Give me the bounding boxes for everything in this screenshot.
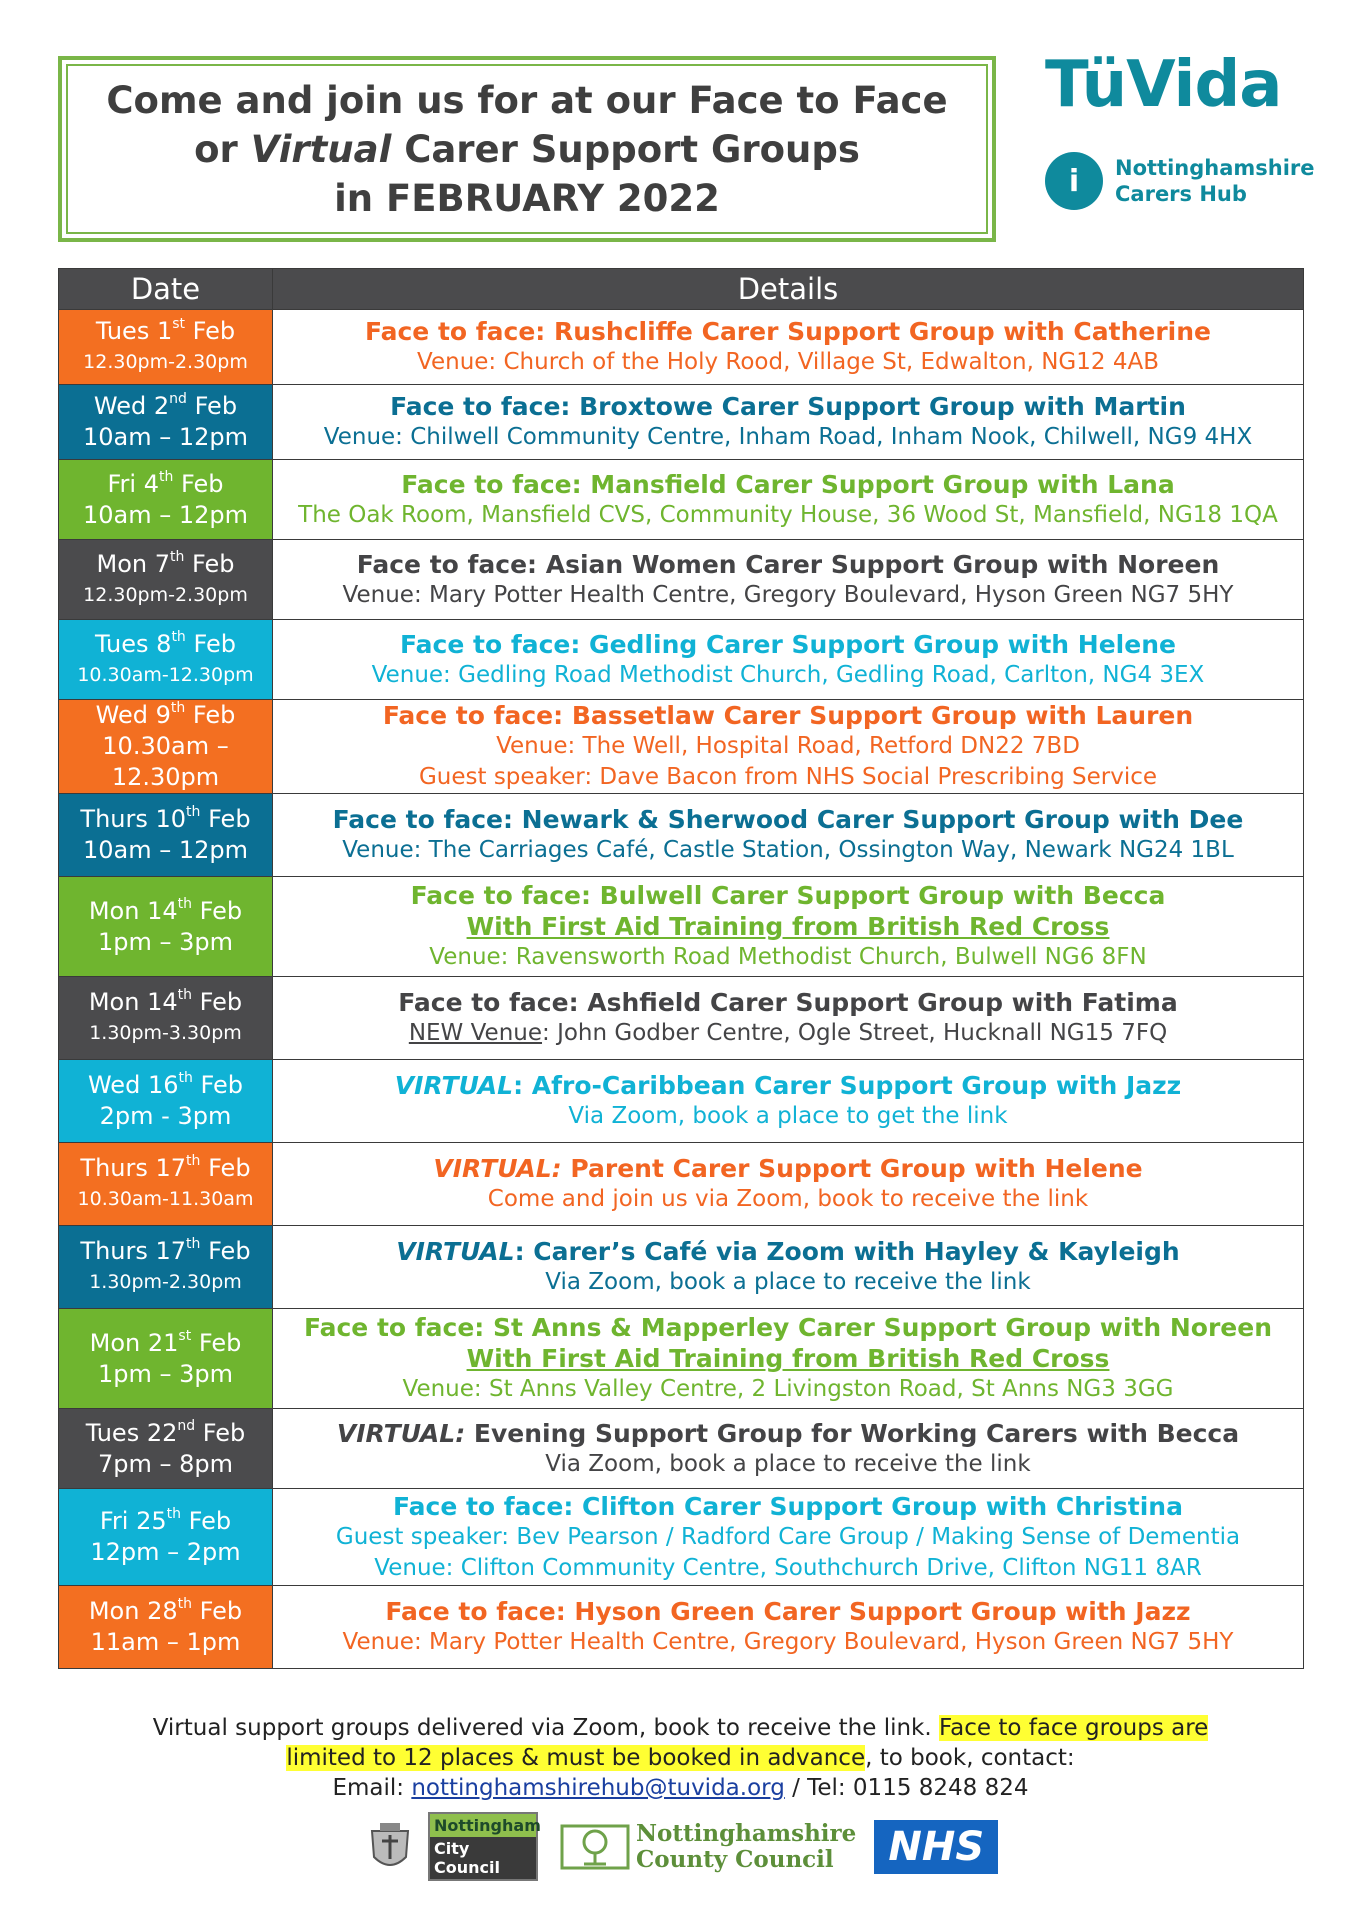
- event-subtitle: With First Aid Training from British Red Cross: [466, 912, 1110, 941]
- table-row: [59, 1489, 1304, 1586]
- carers-hub-icon: i: [1045, 152, 1103, 210]
- event-date: [59, 977, 273, 1060]
- event-day: Mon 7th Feb: [96, 548, 235, 578]
- event-detail-line: Venue: Clifton Community Centre, Southchurch Drive, Clifton NG11 8AR: [374, 1554, 1202, 1581]
- event-date: [59, 1489, 273, 1586]
- event-day: Wed 9th Feb: [95, 700, 236, 729]
- virtual-label: VIRTUAL:: [433, 1154, 562, 1183]
- virtual-label: VIRTUAL: [394, 1071, 514, 1100]
- event-date: [59, 385, 273, 460]
- partner-logos: [360, 1812, 998, 1881]
- title-line-2-italic: Virtual: [250, 127, 392, 171]
- event-title: Face to face: Bulwell Carer Support Group with Becca: [410, 881, 1166, 910]
- event-day: Wed 16th Feb: [87, 1070, 243, 1099]
- event-detail-line: Venue: Chilwell Community Centre, Inham Road, Inham Nook, Chilwell, NG9 4HX: [323, 424, 1253, 450]
- table-row: [59, 977, 1304, 1060]
- event-day: Thurs 17th Feb: [80, 1236, 251, 1265]
- event-detail-line: Guest speaker: Bev Pearson / Radford Care Group / Making Sense of Dementia: [335, 1523, 1241, 1550]
- events-table: [58, 268, 1304, 1669]
- event-details: [273, 1489, 1304, 1586]
- event-day: Tues 8th Feb: [95, 628, 236, 658]
- event-details: [273, 1226, 1304, 1309]
- event-time: 10.30am –: [102, 732, 229, 760]
- event-details: [273, 877, 1304, 977]
- footer-note: [58, 1713, 1303, 1803]
- event-detail-line: Venue: The Well, Hospital Road, Retford DN22 7BD: [496, 733, 1080, 759]
- table-row: [59, 310, 1304, 385]
- event-details: [273, 1409, 1304, 1489]
- nhs-logo: NHS: [874, 1820, 998, 1874]
- event-title: Face to face: Mansfield Carer Support Group with Lana: [401, 469, 1175, 499]
- table-row: [59, 385, 1304, 460]
- event-date: [59, 1409, 273, 1489]
- table-row: [59, 1143, 1304, 1226]
- column-header-details: Details: [273, 269, 1304, 310]
- event-time: 12.30pm-2.30pm: [83, 583, 248, 606]
- event-venue: NEW Venue: John Godber Centre, Ogle Street, Hucknall NG15 7FQ: [408, 1020, 1168, 1046]
- event-time: 1pm – 3pm: [97, 927, 234, 956]
- event-details: [273, 1586, 1304, 1669]
- event-title: VIRTUAL: Evening Support Group for Working Carers with Becca: [336, 1418, 1240, 1448]
- virtual-label: VIRTUAL:: [336, 1418, 466, 1448]
- event-detail-line: Venue: St Anns Valley Centre, 2 Livingston Road, St Anns NG3 3GG: [402, 1376, 1174, 1402]
- table-row: [59, 1060, 1304, 1143]
- carers-hub-logo: [1045, 152, 1315, 210]
- table-row: [59, 1309, 1304, 1409]
- event-time-2: 12.30pm: [111, 763, 220, 791]
- table-row: [59, 460, 1304, 540]
- table-row: [59, 877, 1304, 977]
- event-date: [59, 1226, 273, 1309]
- event-date: [59, 1309, 273, 1409]
- event-time: 10.30am-11.30am: [77, 1188, 254, 1210]
- table-row: [59, 794, 1304, 877]
- title-line-2-pre: or: [194, 127, 238, 171]
- event-details: [273, 794, 1304, 877]
- event-title: VIRTUAL: Parent Carer Support Group with Helene: [433, 1154, 1143, 1183]
- table-row: [59, 700, 1304, 794]
- table-header-row: [59, 269, 1304, 310]
- footer-text-2: , to book, contact:: [865, 1745, 1075, 1771]
- event-detail-line: Via Zoom, book a place to receive the link: [545, 1450, 1031, 1477]
- event-date: [59, 794, 273, 877]
- event-day: Mon 14th Feb: [88, 987, 243, 1016]
- event-title: VIRTUAL: Carer’s Café via Zoom with Hayley & Kayleigh: [396, 1237, 1180, 1266]
- column-header-date: Date: [59, 269, 273, 310]
- event-details: [273, 385, 1304, 460]
- county-logo-line-2: County Council: [636, 1845, 834, 1873]
- event-day: Mon 14th Feb: [88, 895, 243, 925]
- event-title: VIRTUAL: Afro-Caribbean Carer Support Group with Jazz: [394, 1071, 1182, 1100]
- event-day: Wed 2nd Feb: [93, 391, 238, 420]
- event-detail-line: Guest speaker: Dave Bacon from NHS Social Prescribing Service: [418, 764, 1158, 790]
- event-day: Mon 28th Feb: [88, 1596, 243, 1625]
- event-time: 10.30am-12.30pm: [77, 663, 254, 686]
- table-row: [59, 1226, 1304, 1309]
- event-title: Face to face: Rushcliffe Carer Support Group with Catherine: [364, 317, 1211, 346]
- table-row: [59, 540, 1304, 620]
- event-time: 2pm - 3pm: [99, 1102, 232, 1130]
- event-time: 12.30pm-2.30pm: [83, 351, 248, 373]
- nottingham-city-council-logo: [428, 1812, 541, 1881]
- event-time: 1pm – 3pm: [97, 1359, 234, 1388]
- event-details: [273, 540, 1304, 620]
- event-time: 10am – 12pm: [82, 423, 249, 451]
- event-details: [273, 620, 1304, 700]
- event-detail-line: Venue: Mary Potter Health Centre, Gregory Boulevard, Hyson Green NG7 5HY: [342, 581, 1234, 608]
- events-body: [59, 310, 1304, 1669]
- title-line-2-post: Carer Support Groups: [404, 127, 860, 171]
- event-detail-line: Venue: The Carriages Café, Castle Station, Ossington Way, Newark NG24 1BL: [342, 837, 1234, 863]
- event-title: Face to face: Newark & Sherwood Carer Support Group with Dee: [332, 805, 1244, 834]
- table-row: [59, 620, 1304, 700]
- event-time: 10am – 12pm: [82, 836, 249, 864]
- event-day: Fri 4th Feb: [107, 468, 224, 498]
- event-time: 7pm – 8pm: [97, 1449, 234, 1478]
- event-details: [273, 977, 1304, 1060]
- nottinghamshire-county-council-logo: [560, 1821, 856, 1873]
- event-title: Face to face: Bassetlaw Carer Support Group with Lauren: [382, 701, 1194, 730]
- table-row: [59, 1409, 1304, 1489]
- footer-highlight-1: Face to face groups are: [939, 1715, 1209, 1741]
- event-detail-line: Venue: Gedling Road Methodist Church, Gedling Road, Carlton, NG4 3EX: [371, 661, 1205, 688]
- event-title: Face to face: Broxtowe Carer Support Group with Martin: [390, 392, 1186, 421]
- event-date: [59, 1060, 273, 1143]
- page-title: [66, 64, 988, 234]
- title-line-3: in FEBRUARY 2022: [334, 176, 720, 220]
- event-day: Thurs 17th Feb: [80, 1153, 251, 1182]
- event-date: [59, 460, 273, 540]
- event-title: Face to face: Clifton Carer Support Group with Christina: [393, 1491, 1183, 1521]
- event-details: [273, 460, 1304, 540]
- event-title: Face to face: Ashfield Carer Support Group with Fatima: [398, 988, 1178, 1017]
- tuvida-logo: TüVida: [1045, 48, 1282, 122]
- title-line-2: [194, 125, 860, 174]
- event-day: Fri 25th Feb: [99, 1506, 232, 1535]
- title-line-1: Come and join us for at our Face to Face: [106, 78, 948, 122]
- email-link[interactable]: nottinghamshirehub@tuvida.org: [411, 1775, 785, 1801]
- event-day: Tues 22nd Feb: [85, 1417, 246, 1447]
- event-detail-line: Via Zoom, book a place to get the link: [568, 1103, 1008, 1129]
- email-label: Email:: [332, 1775, 405, 1801]
- county-logo-line-1: Nottinghamshire: [636, 1819, 857, 1847]
- telephone-number: / Tel: 0115 8248 824: [792, 1775, 1029, 1801]
- event-time: 11am – 1pm: [90, 1628, 241, 1656]
- event-detail-line: Venue: Church of the Holy Rood, Village St, Edwalton, NG12 4AB: [417, 349, 1159, 375]
- event-title: Face to face: Hyson Green Carer Support Group with Jazz: [385, 1597, 1191, 1626]
- carers-hub-line-1: Nottinghamshire: [1115, 156, 1315, 180]
- event-date: [59, 620, 273, 700]
- footer-text-1: Virtual support groups delivered via Zoom, book to receive the link.: [152, 1715, 932, 1741]
- event-detail-line: Venue: Ravensworth Road Methodist Church, Bulwell NG6 8FN: [429, 944, 1147, 970]
- event-title: Face to face: St Anns & Mapperley Carer Support Group with Noreen: [303, 1313, 1273, 1342]
- event-detail-line: Venue: Mary Potter Health Centre, Gregory Boulevard, Hyson Green NG7 5HY: [342, 1629, 1234, 1655]
- event-detail-line: Via Zoom, book a place to receive the link: [545, 1269, 1031, 1295]
- event-details: [273, 1309, 1304, 1409]
- event-time: 12pm – 2pm: [90, 1538, 241, 1566]
- event-details: [273, 1060, 1304, 1143]
- event-details: [273, 700, 1304, 794]
- virtual-label: VIRTUAL: [396, 1237, 515, 1266]
- event-day: Tues 1st Feb: [95, 316, 236, 345]
- event-date: [59, 1143, 273, 1226]
- event-details: [273, 1143, 1304, 1226]
- event-date: [59, 877, 273, 977]
- title-box: [58, 56, 996, 242]
- event-time: 1.30pm-3.30pm: [89, 1022, 242, 1044]
- city-logo-line-2: City Council: [430, 1837, 536, 1879]
- city-crest-icon: [360, 1817, 420, 1877]
- event-day: Mon 21st Feb: [89, 1327, 242, 1357]
- table-row: [59, 1586, 1304, 1669]
- event-date: [59, 700, 273, 794]
- event-detail-line: Come and join us via Zoom, book to receive the link: [487, 1186, 1089, 1212]
- event-time: 1.30pm-2.30pm: [89, 1271, 242, 1293]
- event-details: [273, 310, 1304, 385]
- carers-hub-line-2: Carers Hub: [1115, 182, 1247, 206]
- event-day: Thurs 10th Feb: [80, 804, 251, 833]
- event-date: [59, 1586, 273, 1669]
- event-date: [59, 310, 273, 385]
- event-subtitle: With First Aid Training from British Red Cross: [466, 1344, 1110, 1373]
- footer-highlight-2: limited to 12 places & must be booked in advance: [286, 1745, 866, 1771]
- event-detail-line: The Oak Room, Mansfield CVS, Community House, 36 Wood St, Mansfield, NG18 1QA: [298, 501, 1278, 528]
- event-date: [59, 540, 273, 620]
- county-tree-icon: [560, 1822, 630, 1872]
- event-title: Face to face: Gedling Carer Support Group with Helene: [400, 629, 1176, 659]
- event-title: Face to face: Asian Women Carer Support Group with Noreen: [356, 549, 1220, 579]
- event-time: 10am – 12pm: [82, 500, 249, 529]
- city-logo-line-1: Nottingham: [430, 1814, 536, 1837]
